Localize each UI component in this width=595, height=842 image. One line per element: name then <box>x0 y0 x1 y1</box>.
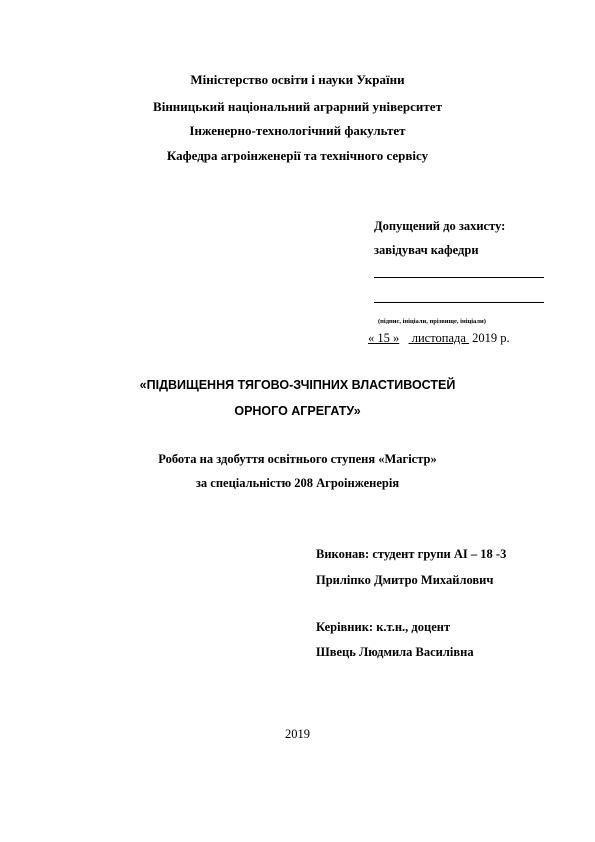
faculty-name: Інженерно-технологічний факультет <box>189 123 406 138</box>
date-open-quote: « <box>368 331 375 345</box>
signature-line <box>374 277 544 278</box>
approval-date <box>368 331 510 346</box>
department-name: Кафедра агроінженерії та технічного сервісу <box>166 148 429 163</box>
document-year: 2019 <box>285 727 310 741</box>
degree-statement: Робота на здобуття освітнього ступеня «Магістр» <box>158 452 437 466</box>
thesis-title-line1: «ПІДВИЩЕННЯ ТЯГОВО-ЗЧІПНИХ ВЛАСТИВОСТЕЙ <box>139 378 456 392</box>
admission-label: Допущений до захисту: <box>374 219 506 233</box>
department-head-label: завідувач кафедри <box>374 243 479 257</box>
performed-by: Виконав: студент групи АІ – 18 -3 <box>316 547 507 561</box>
university-name: Вінницький національний аграрний університет <box>153 99 442 114</box>
date-close-quote: » <box>393 331 400 345</box>
date-year: 2019 р. <box>472 331 510 345</box>
name-line <box>374 302 544 303</box>
supervisor-label: Керівник: к.т.н., доцент <box>316 620 451 634</box>
specialty-statement: за спеціальністю 208 Агроінженерія <box>195 476 400 490</box>
student-name: Приліпко Дмитро Михайлович <box>316 573 494 587</box>
supervisor-name: Швець Людмила Василівна <box>316 645 474 659</box>
date-month: листопада <box>408 331 470 345</box>
thesis-title-line2: ОРНОГО АГРЕГАТУ» <box>234 404 361 418</box>
ministry-name: Міністерство освіти і науки України <box>190 72 405 87</box>
date-day: 15 <box>374 331 393 345</box>
signature-caption: (підпис, ініціали, прізвище, ініціали) <box>378 318 486 325</box>
